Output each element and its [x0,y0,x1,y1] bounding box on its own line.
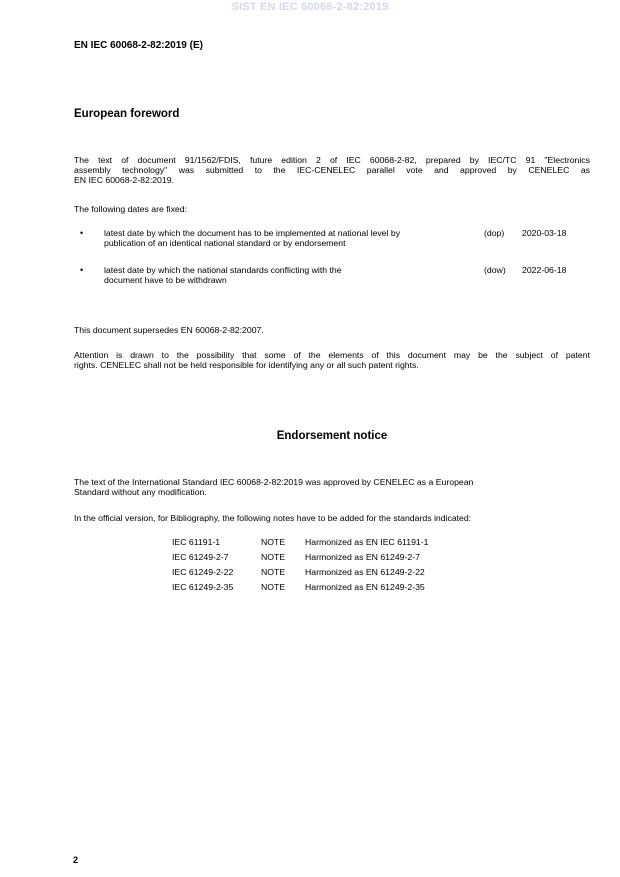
watermark: SIST EN IEC 60068-2-82:2019 [231,1,389,13]
foreword-intro-paragraph [74,155,590,185]
standard-cell: IEC 61249-2-22 [172,567,234,577]
note-cell: NOTE [261,582,286,592]
patent-line: rights. CENELEC shall not be held responsible for identifying any or all such patent rights. [74,360,419,370]
date-item-line: document have to be withdrawn [104,275,227,285]
bullet-icon: • [80,265,84,275]
date-item-line: latest date by which the national standards conflicting with the [104,265,342,275]
harmonized-cell: Harmonized as EN 61249-2-35 [305,582,425,592]
table-row [172,537,428,552]
foreword-intro-line: The text of document 91/1562/FDIS, future edition 2 of IEC 60068-2-82, prepared by IEC/TC 91 "Electronics [74,155,590,165]
foreword-intro-line: assembly technology" was submitted to the IEC-CENELEC parallel vote and approved by CENELEC as [74,165,590,175]
date-item-line: publication of an identical national standard or by endorsement [104,238,346,248]
harmonized-cell: Harmonized as EN IEC 61191-1 [305,537,429,547]
harmonized-cell: Harmonized as EN 61249-2-22 [305,567,425,577]
date-item-date: 2020-03-18 [522,228,567,238]
date-item-code: (dop) [484,228,505,238]
endorsement-paragraph [74,477,473,497]
date-item-date: 2022-06-18 [522,265,567,275]
table-row [172,582,428,597]
endorsement-heading: Endorsement notice [276,430,388,442]
date-item-code: (dow) [484,265,506,275]
endorsement-line: The text of the International Standard IEC 60068-2-82:2019 was approved by CENELEC as a European [74,477,474,487]
page-number: 2 [73,855,79,865]
table-row [172,552,428,567]
harmonized-cell: Harmonized as EN 61249-2-7 [305,552,420,562]
patent-line: Attention is drawn to the possibility that some of the elements of this document may be the subject of patent [74,350,590,360]
document-id-header: EN IEC 60068-2-82:2019 (E) [74,40,203,51]
foreword-intro-line: EN IEC 60068-2-82:2019. [74,175,174,185]
patent-paragraph [74,350,590,370]
note-cell: NOTE [261,567,286,577]
date-item-line: latest date by which the document has to be implemented at national level by [104,228,401,238]
dates-intro: The following dates are fixed: [74,204,188,214]
endorsement-line: Standard without any modification. [74,487,207,497]
foreword-heading: European foreword [74,108,180,120]
bullet-icon: • [80,228,84,238]
standard-cell: IEC 61249-2-35 [172,582,234,592]
date-item-text [104,228,464,248]
note-cell: NOTE [261,552,286,562]
supersedes-statement: This document supersedes EN 60068-2-82:2007. [74,325,264,335]
bibliography-notes-table [172,537,428,597]
bibliography-intro: In the official version, for Bibliography, the following notes have to be added for the standards indicated: [74,513,472,523]
standard-cell: IEC 61249-2-7 [172,552,229,562]
date-item-text [104,265,464,285]
table-row [172,567,428,582]
standard-cell: IEC 61191-1 [172,537,221,547]
note-cell: NOTE [261,537,286,547]
